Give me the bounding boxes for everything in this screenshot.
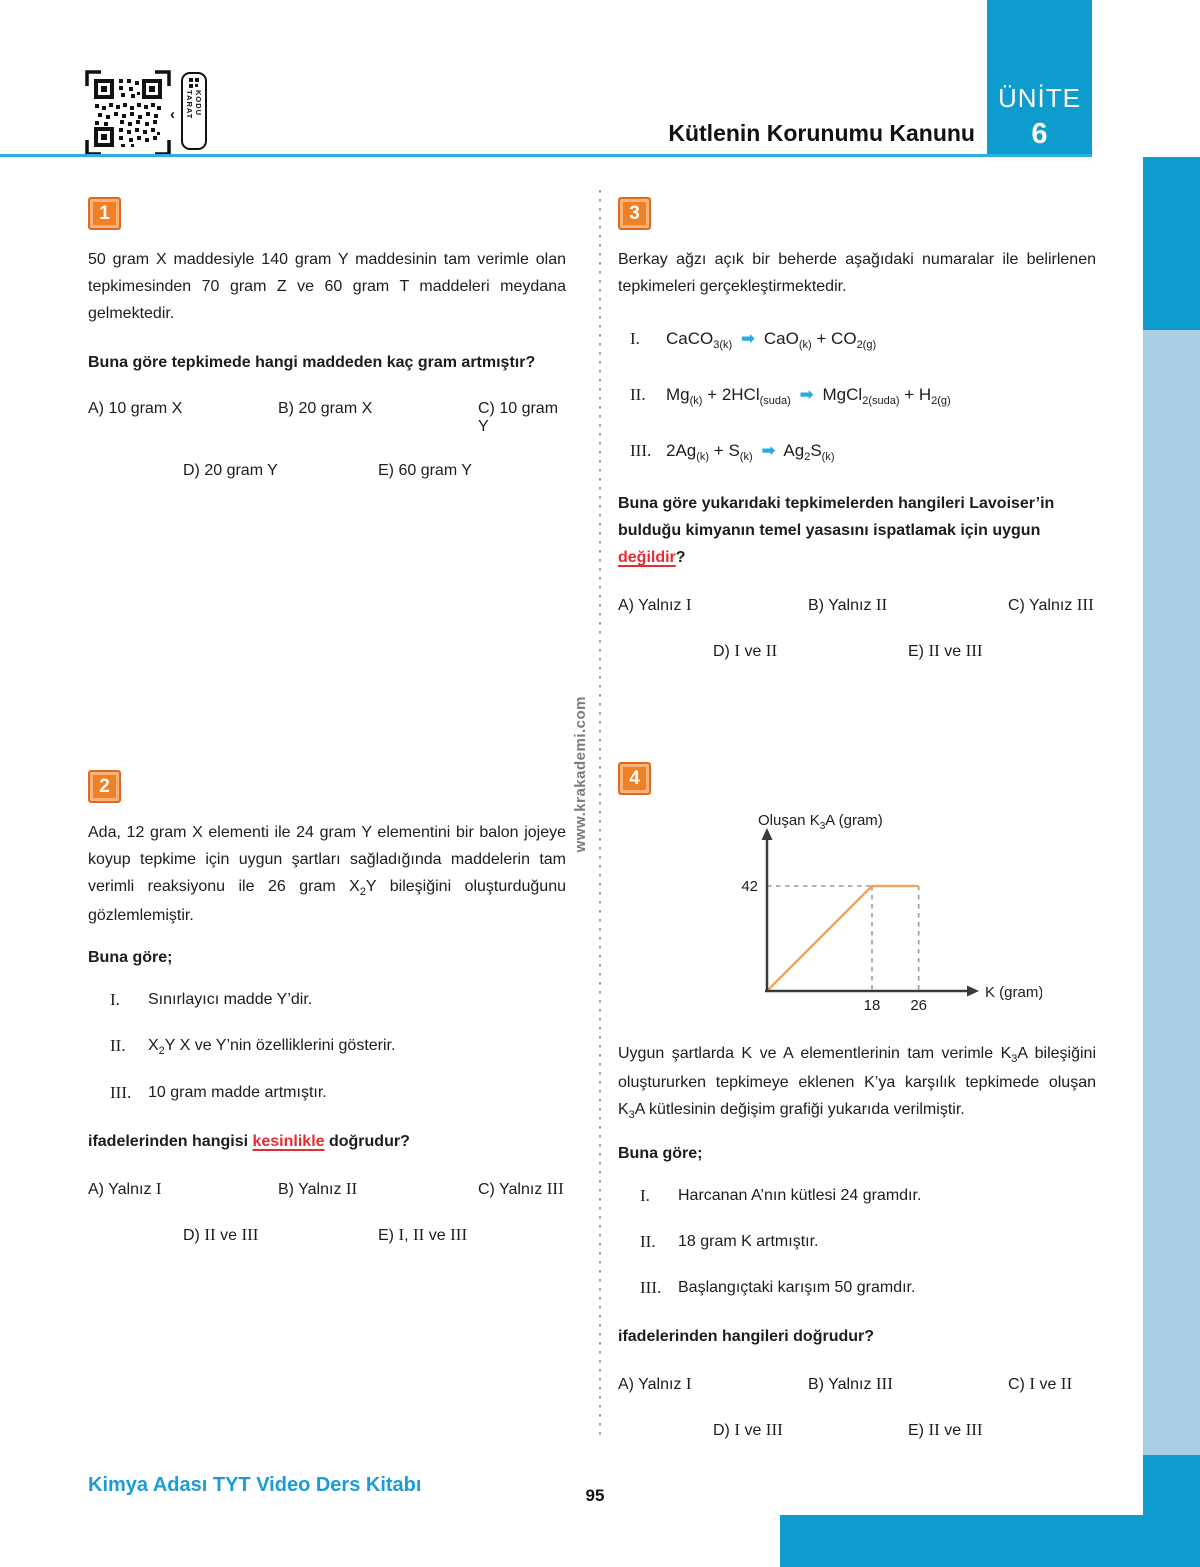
question-1-body: 50 gram X maddesiyle 140 gram Y maddesinin tam verimle olan tepkimesinden 70 gram Z ve 60 gram T maddeleri meydana gelmektedir. <box>88 251 566 322</box>
unit-badge <box>987 0 1092 157</box>
option-a: A) Yalnız I <box>618 1374 692 1393</box>
svg-text:18: 18 <box>863 997 881 1014</box>
qr-caption-pill <box>170 72 207 150</box>
option-d: D) I ve III <box>713 1420 783 1439</box>
qr-caption-label: KODU TARAT <box>185 89 203 120</box>
question-4 <box>618 762 1096 1440</box>
book-title: Kimya Adası TYT Video Ders Kitabı <box>88 1474 422 1496</box>
sidebar-light <box>1143 330 1200 1455</box>
question-4-lead: Buna göre; <box>618 1145 703 1162</box>
x-axis-arrow <box>967 986 979 997</box>
watermark-url: www.krakademi.com <box>572 690 589 858</box>
question-2-options-row1 <box>88 1179 566 1199</box>
question-1-badge: 1 <box>88 197 121 230</box>
option-a: A) Yalnız I <box>88 1179 162 1198</box>
option-e: E) II ve III <box>908 641 983 660</box>
y-axis-arrow <box>762 828 773 840</box>
page-number: 95 <box>585 1486 605 1505</box>
question-1 <box>88 197 566 480</box>
option-b: B) Yalnız II <box>278 1179 358 1198</box>
option-c: C) 10 gram Y <box>478 400 559 435</box>
svg-text:26: 26 <box>910 997 928 1014</box>
option-a: A) 10 gram X <box>88 400 183 417</box>
question-4-options-row2 <box>618 1420 1096 1440</box>
question-4-body: Uygun şartlarda K ve A elementlerinin tam verimle $K_3A$ bileşiğini oluştururken tepkimeye eklenen K’ya karşılık tepkimede oluşan $K_3A$ kütlesinin değişim grafiği yukarıda verilmiştir. <box>618 1045 1096 1121</box>
option-d: D) I ve II <box>713 641 778 660</box>
question-2 <box>88 770 566 1245</box>
equation-1: I. CaCO$_{3(k)}$ ➡ $CaO_{(k)} + CO_{2(g)}$ <box>630 329 877 351</box>
option-c: C) I ve II <box>1008 1374 1073 1393</box>
option-b: B) Yalnız II <box>808 595 888 614</box>
x-axis-label: K (gram) <box>985 984 1042 1001</box>
question-2-prompt: ifadelerinden hangisi kesinlikle doğrudur? <box>88 1133 410 1150</box>
page-title: Kütlenin Korunumu Kanunu <box>668 120 975 146</box>
question-4-options-row1 <box>618 1374 1096 1394</box>
option-e: E) 60 gram Y <box>378 462 472 479</box>
qr-finder-patterns <box>94 79 162 147</box>
column-divider <box>599 190 601 1440</box>
option-e: E) I, II ve III <box>378 1225 468 1244</box>
question-3-prompt: Buna göre yukarıdaki tepkimelerden hangileri Lavoiser’in bulduğu kimyanın temel yasasını ispatlamak için uygun değildir? <box>618 495 1055 566</box>
option-a: A) Yalnız I <box>618 595 692 614</box>
unit-label: ÜNİTE <box>998 83 1081 113</box>
option-b: B) 20 gram X <box>278 400 373 417</box>
question-1-options-row1 <box>88 400 566 436</box>
header-rule <box>0 154 1092 157</box>
question-3-options-row1 <box>618 595 1096 615</box>
chevron-left-icon: ‹ <box>170 106 175 123</box>
option-e: E) II ve III <box>908 1420 983 1439</box>
question-3-badge: 3 <box>618 197 651 230</box>
equation-3: III. $2Ag_{(k)} + S_{(k)}$ ➡ $Ag_2S_{(k)}$ <box>630 441 835 463</box>
question-1-prompt: Buna göre tepkimede hangi maddeden kaç gram artmıştır? <box>88 354 536 371</box>
option-c: C) Yalnız III <box>1008 595 1094 614</box>
question-2-body: Ada, 12 gram X elementi ile 24 gram Y elementini bir balon jojeye koyup tepkime için uygun şartları sağladığında maddelerin tam verimli reaksiyonu ile 26 gram $X_2Y$ bileşiğini oluşturduğunu gözlemlemiştir. <box>88 824 566 924</box>
option-b: B) Yalnız III <box>808 1374 893 1393</box>
question-3 <box>618 197 1096 661</box>
question-3-options-row2 <box>618 641 1096 661</box>
qr-mini-icon <box>189 78 199 88</box>
question-4-prompt: ifadelerinden hangileri doğrudur? <box>618 1328 875 1345</box>
question-2-badge: 2 <box>88 770 121 803</box>
option-c: C) Yalnız III <box>478 1179 564 1198</box>
footer-bar <box>780 1515 1200 1567</box>
question-4-badge: 4 <box>618 762 651 795</box>
option-d: D) 20 gram Y <box>183 462 278 479</box>
qr-block <box>85 70 207 156</box>
qr-code <box>85 70 171 156</box>
svg-text:42: 42 <box>741 878 758 895</box>
unit-number: 6 <box>1031 118 1048 150</box>
statement-3: III. Başlangıçtaki karışım 50 gramdır. <box>640 1278 916 1297</box>
sidebar-dark-top <box>1143 157 1200 330</box>
option-d: D) II ve III <box>183 1225 259 1244</box>
k3a-mass-chart <box>722 811 1096 1024</box>
equation-2: II. $Mg_{(k)} + 2HCl_{(suda)}$ ➡ MgCl$_{2(suda)}$ + $H_{2(g)}$ <box>630 385 951 407</box>
question-2-options-row2 <box>88 1225 566 1245</box>
statement-3: III. 10 gram madde artmıştır. <box>110 1083 327 1102</box>
question-1-options-row2 <box>88 462 566 480</box>
statement-2: II. $X_2Y$ X ve Y’nin özelliklerini gösterir. <box>110 1036 396 1057</box>
y-axis-label: Oluşan $K_3A$ (gram) <box>758 812 883 832</box>
statement-1: I. Harcanan A’nın kütlesi 24 gramdır. <box>640 1186 922 1205</box>
question-2-lead: Buna göre; <box>88 949 173 966</box>
question-3-body: Berkay ağzı açık bir beherde aşağıdaki numaralar ile belirlenen tepkimeleri gerçekleştirmektedir. <box>618 251 1096 295</box>
statement-1: I. Sınırlayıcı madde Y’dir. <box>110 990 313 1009</box>
statement-2: II. 18 gram K artmıştır. <box>640 1232 819 1251</box>
